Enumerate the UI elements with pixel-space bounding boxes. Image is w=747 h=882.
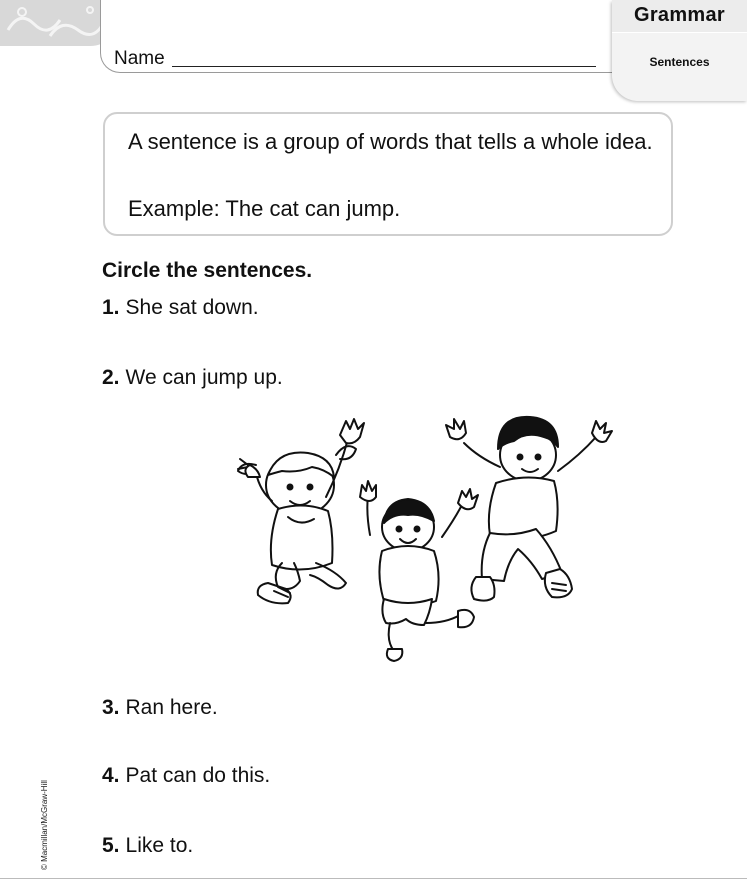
boy-middle-figure (360, 481, 478, 661)
name-label: Name (114, 48, 165, 69)
item-number: 1. (102, 296, 120, 319)
girl-figure (238, 419, 364, 603)
item-text: Pat can do this. (125, 764, 271, 787)
item-text: Like to. (125, 834, 194, 857)
tab-subtitle: Sentences (649, 55, 710, 69)
item-text: Ran here. (125, 696, 218, 719)
item-text: We can jump up. (125, 366, 283, 389)
item-number: 5. (102, 834, 120, 857)
sentence-item-1[interactable] (102, 296, 259, 320)
item-number: 3. (102, 696, 120, 719)
sentence-item-2[interactable] (102, 366, 283, 390)
item-number: 2. (102, 366, 120, 389)
instructions: Circle the sentences. (102, 259, 313, 282)
jumping-children-illustration (228, 405, 628, 667)
item-number: 4. (102, 764, 120, 787)
definition-text: A sentence is a group of words that tells a whole idea. (128, 129, 653, 154)
definition-example: Example: The cat can jump. (128, 196, 401, 221)
tab-title: Grammar (633, 4, 726, 26)
sentence-item-3[interactable] (102, 696, 218, 720)
bottom-rule (0, 878, 747, 879)
name-input-line[interactable] (172, 66, 596, 67)
item-text: She sat down. (125, 296, 259, 319)
sentence-item-5[interactable] (102, 834, 193, 858)
name-strip (100, 0, 621, 73)
sentence-item-4[interactable] (102, 764, 270, 788)
copyright-notice: © Macmillan/McGraw-Hill (40, 780, 49, 870)
